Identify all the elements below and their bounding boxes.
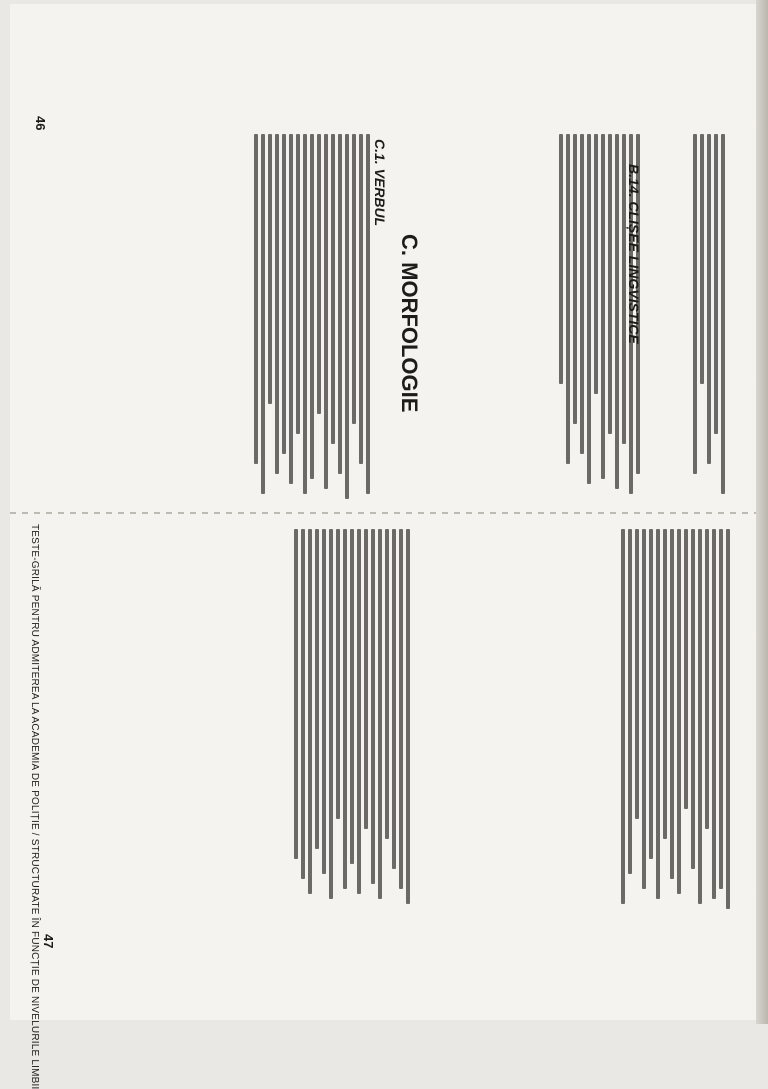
running-title: TESTE-GRILĂ PENTRU ADMITEREA LA ACADEMIA DE POLIȚIE / STRUCTURATE ÎN FUNCȚIE DE NIVELURILE LIMBII [29,524,40,1089]
section-heading-c1: C.1. VERBUL [372,139,388,227]
chapter-heading: C. MORFOLOGIE [397,234,422,413]
page-gutter [10,512,768,514]
text-block-questions-4-10 [430,529,730,909]
page-number-left: 46 [33,116,48,131]
text-block-questions-c1 [70,134,370,504]
text-block-questions-15 [650,134,725,494]
book-spread [10,4,768,1089]
page-number-right: 47 [41,934,56,949]
page-edge-shadow [756,0,768,1024]
section-heading-b14: B.14. CLIȘEE LINGVISTICE [626,164,642,344]
text-block-questions-b14 [440,134,640,494]
text-block-questions-11-14 [80,529,410,909]
